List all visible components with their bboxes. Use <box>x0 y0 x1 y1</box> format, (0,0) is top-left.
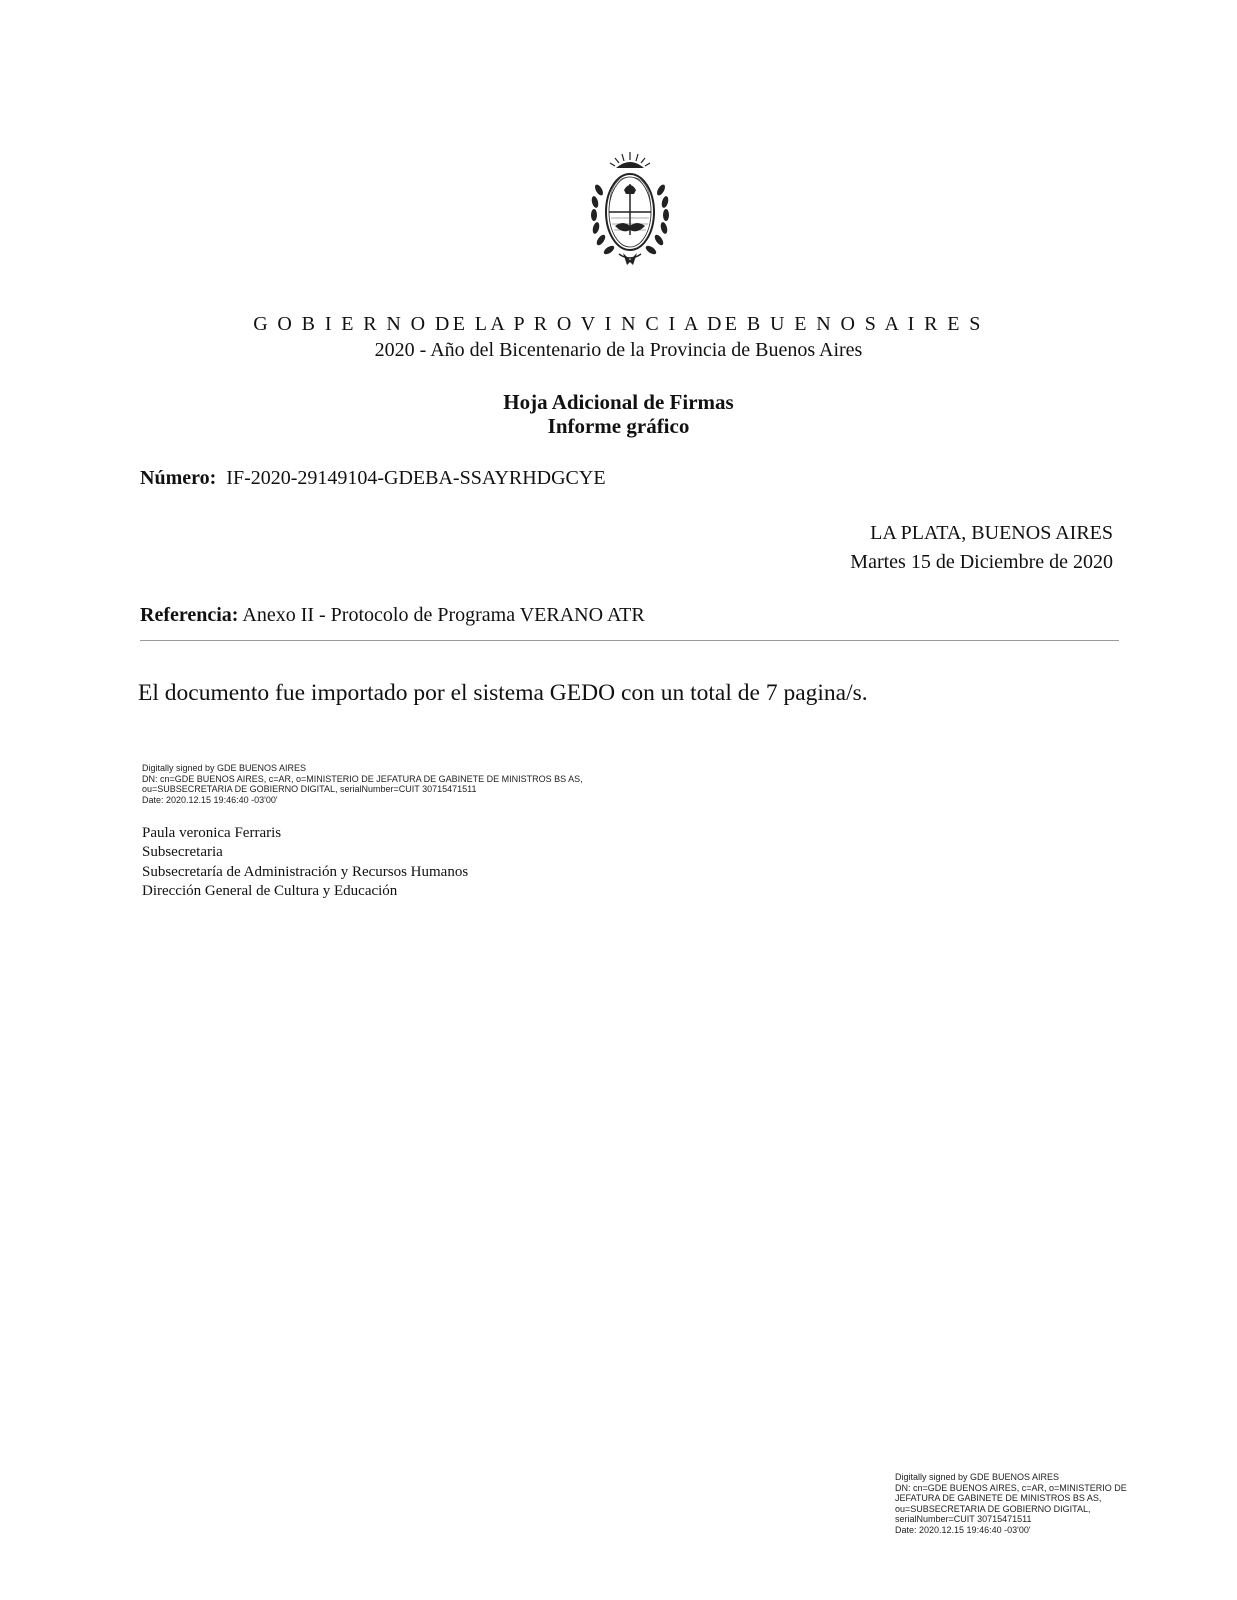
signature-line: DN: cn=GDE BUENOS AIRES, c=AR, o=MINISTERIO DE JEFATURA DE GABINETE DE MINISTROS BS AS, <box>142 773 583 784</box>
referencia-value: Anexo II - Protocolo de Programa VERANO ATR <box>242 604 645 626</box>
document-subtype: Informe gráfico <box>547 414 690 438</box>
digital-signature-block <box>142 763 642 805</box>
date: Martes 15 de Diciembre de 2020 <box>850 551 1113 573</box>
signer-block <box>142 824 468 901</box>
document-type: Hoja Adicional de Firmas <box>503 390 734 414</box>
signature-line: JEFATURA DE GABINETE DE MINISTROS BS AS, <box>895 1493 1102 1503</box>
signature-line: Date: 2020.12.15 19:46:40 -03'00' <box>895 1524 1031 1535</box>
government-title: G O B I E R N O DE LA P R O V I N C I A DE B U E N O S A I R E S <box>253 313 984 335</box>
footer-signature-block <box>895 1472 1225 1535</box>
signature-line: Digitally signed by GDE BUENOS AIRES <box>895 1472 1060 1482</box>
signature-line: serialNumber=CUIT 30715471511 <box>895 1514 1032 1524</box>
numero-value: IF-2020-29149104-GDEBA-SSAYRHDGCYE <box>226 467 606 489</box>
signature-line: ou=SUBSECRETARIA DE GOBIERNO DIGITAL, serialNumber=CUIT 30715471511 <box>142 784 477 794</box>
signer-role: Subsecretaria <box>142 844 223 861</box>
numero-label: Número: <box>140 467 217 489</box>
body-text: El documento fue importado por el sistema GEDO con un total de 7 pagina/s. <box>138 680 868 706</box>
year-line: 2020 - Año del Bicentenario de la Provincia de Buenos Aires <box>374 339 863 361</box>
signature-line: Digitally signed by GDE BUENOS AIRES <box>142 763 307 773</box>
signer-office: Subsecretaría de Administración y Recursos Humanos <box>142 863 469 880</box>
signature-line: DN: cn=GDE BUENOS AIRES, c=AR, o=MINISTERIO DE <box>895 1482 1127 1493</box>
signer-name: Paula veronica Ferraris <box>142 825 282 841</box>
divider <box>140 640 1119 641</box>
coat-of-arms-icon <box>589 150 671 276</box>
document-number <box>140 467 606 490</box>
signer-department: Dirección General de Cultura y Educación <box>142 882 398 899</box>
signature-line: Date: 2020.12.15 19:46:40 -03'00' <box>142 794 278 805</box>
signature-line: ou=SUBSECRETARIA DE GOBIERNO DIGITAL, <box>895 1503 1091 1514</box>
reference <box>140 604 645 627</box>
place: LA PLATA, BUENOS AIRES <box>870 522 1113 544</box>
referencia-label: Referencia: <box>140 604 239 626</box>
